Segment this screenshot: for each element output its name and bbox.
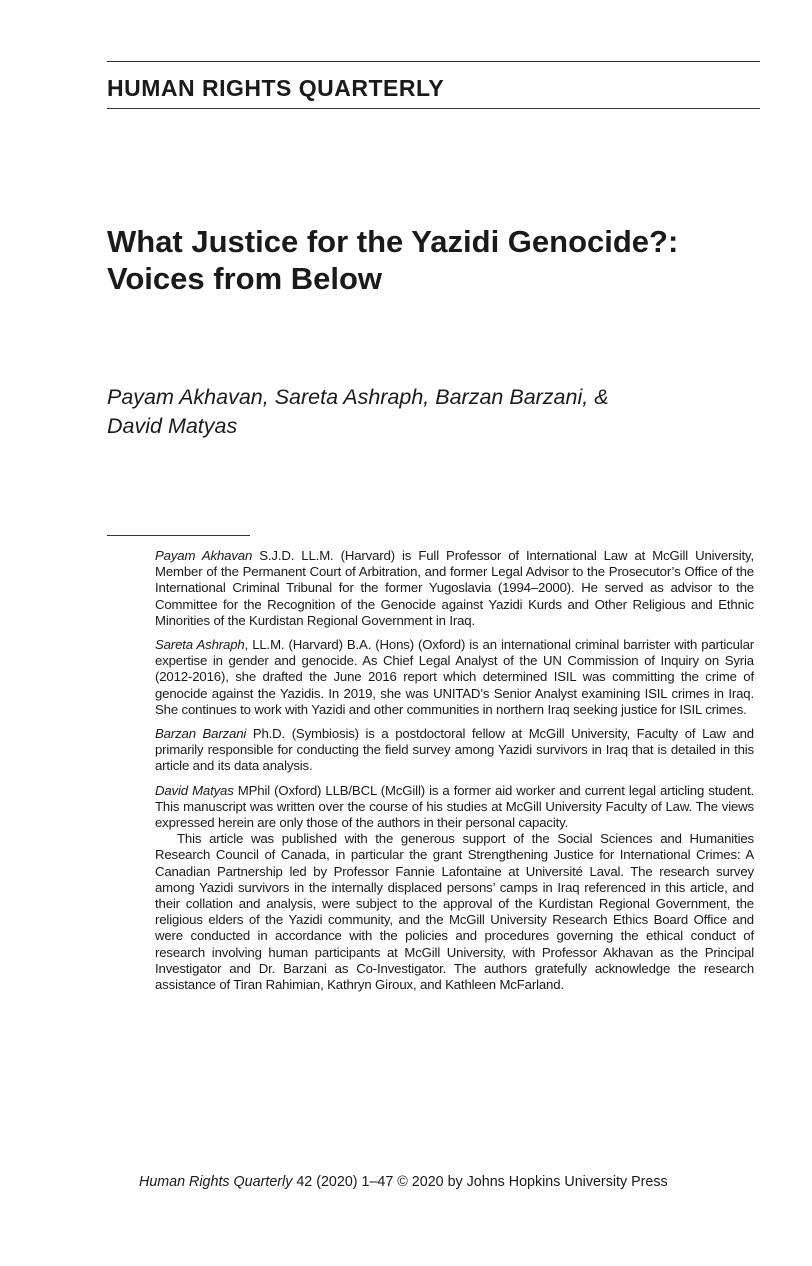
author-note-text: , LL.M. (Harvard) B.A. (Hons) (Oxford) is an international criminal barrister with particular expertise in gender and genocide. As Chief Legal Analyst of the UN Commission of Inquiry on Syria (2012-2016), she drafted the June 2016 report which determined ISIL was committing the crime of genocide against the Yazidis. In 2019, she was UNITAD’s Senior Analyst examining ISIL crimes in Iraq. She continues to work with Yazidi and other communities in northern Iraq seeking justice for ISIL crimes.	[155, 637, 754, 717]
citation-journal: Human Rights Quarterly	[139, 1174, 293, 1190]
citation-footer	[139, 1172, 668, 1192]
author-note-name: David Matyas	[155, 782, 234, 798]
article-title-line: What Justice for the Yazidi Genocide?:	[107, 224, 679, 259]
author-note-text: S.J.D. LL.M. (Harvard) is Full Professor of International Law at McGill University, Member of the Permanent Court of Arbitration, and former Legal Advisor to the Prosecutor’s Office of the International Criminal Tribunal for the former Yugoslavia (1994–2000). He served as advisor to the Committee for the Recognition of the Genocide against Yazidi Kurds and Other Religious and Ethnic Minorities of the Kurdistan Regional Government in Iraq.	[155, 548, 754, 628]
footnote-separator	[107, 535, 250, 536]
author-list	[107, 383, 767, 441]
acknowledgment: This article was published with the generous support of the Social Sciences and Humanities Research Council of Canada, in particular the grant Strengthening Justice for International Crimes: A Canadian Partnership led by Professor Fannie Lafontaine at Université Laval. The research survey among Yazidi survivors in the internally displaced persons’ camps in Iraq referenced in this article, and their collation and analysis, were subject to the approval of the Kurdistan Regional Government, the religious elders of the Yazidi community, and the McGill University Research Ethics Board Office and were conducted in accordance with the policies and procedures governing the ethical conduct of research involving human participants at McGill University, with Professor Akhavan as the Principal Investigator and Dr. Barzani as Co-Investigator. The authors gratefully acknowledge the research assistance of Tiran Rahimian, Kathryn Giroux, and Kathleen McFarland.	[155, 831, 754, 993]
author-note	[155, 783, 754, 832]
journal-name: HUMAN RIGHTS QUARTERLY	[107, 75, 445, 101]
header-bottom-rule	[107, 108, 760, 109]
author-line: David Matyas	[107, 414, 238, 438]
author-note-name: Sareta Ashraph	[155, 637, 245, 653]
author-note-name: Barzan Barzani	[155, 726, 247, 742]
author-note-text: MPhil (Oxford) LLB/BCL (McGill) is a former aid worker and current legal articling student. This manuscript was written over the course of his studies at McGill University Faculty of Law. The views expressed herein are only those of the authors in their personal capacity.	[155, 782, 754, 831]
author-note-text: Ph.D. (Symbiosis) is a postdoctoral fellow at McGill University, Faculty of Law and primarily responsible for conducting the field survey among Yazidi survivors in Iraq that is detailed in this article and its data analysis.	[155, 726, 754, 774]
header-top-rule	[107, 61, 760, 62]
author-note-name: Payam Akhavan	[155, 548, 253, 563]
author-note	[155, 548, 754, 629]
article-title-line: Voices from Below	[107, 261, 383, 296]
article-title	[107, 223, 767, 297]
author-note	[155, 726, 754, 775]
author-note	[155, 637, 754, 718]
author-notes	[155, 548, 754, 993]
author-line: Payam Akhavan, Sareta Ashraph, Barzan Barzani, &	[107, 385, 609, 409]
citation-details: 42 (2020) 1–47 © 2020 by Johns Hopkins University Press	[292, 1174, 668, 1190]
